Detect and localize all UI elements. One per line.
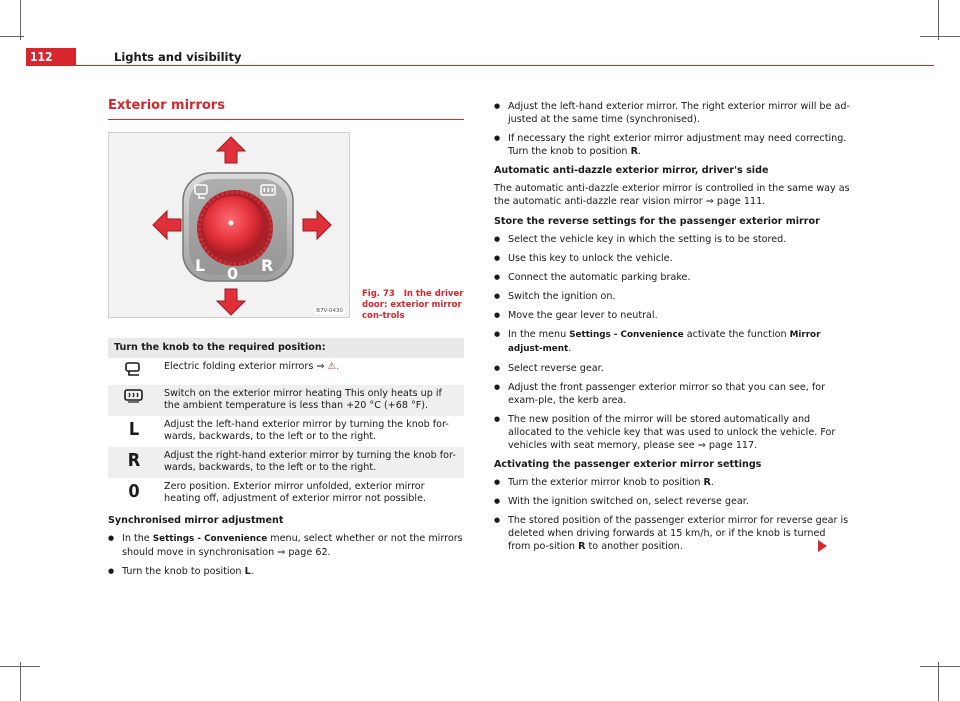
knob-positions-table	[108, 338, 464, 509]
page-number: 112	[26, 48, 76, 66]
mirror-heating-icon	[123, 388, 145, 404]
crop-mark	[0, 666, 40, 667]
position-letter-l: L	[128, 419, 140, 440]
table-icon-cell	[108, 447, 160, 478]
sync-section	[108, 514, 464, 584]
list-item: ● Turn the knob to position L.	[108, 565, 464, 578]
knob-letter-0: 0	[227, 264, 239, 283]
table-icon-cell	[108, 416, 160, 447]
knob-letter-l: L	[195, 256, 206, 275]
table-row	[108, 447, 464, 478]
crop-mark	[20, 662, 21, 701]
table-text-cell	[160, 358, 464, 385]
list-item: ● Switch the ignition on.	[494, 290, 850, 303]
list-item: ● Connect the automatic parking brake.	[494, 271, 850, 284]
page-header	[26, 48, 934, 66]
crop-mark	[920, 666, 960, 667]
list-item: ● Use this key to unlock the vehicle.	[494, 252, 850, 265]
table-header: Turn the knob to the required position:	[108, 338, 464, 358]
figure-caption	[362, 289, 472, 322]
table-icon-cell	[108, 358, 160, 385]
crop-mark	[20, 0, 21, 40]
page-title: Exterior mirrors	[108, 98, 225, 113]
table-text-cell: Adjust the right-hand exterior mirror by turning the knob for-wards, backwards, to the left or to the right.	[160, 447, 464, 478]
activating-heading: Activating the passenger exterior mirror settings	[494, 459, 762, 470]
store-reverse-heading: Store the reverse settings for the passenger exterior mirror	[494, 216, 820, 227]
row-text: Electric folding exterior mirrors ⇒	[164, 361, 328, 372]
table-text-cell: Adjust the left-hand exterior mirror by turning the knob for-wards, backwards, to the left or to the right.	[164, 419, 449, 442]
list-item: ● In the menu Settings - Convenience activate the function Mirror adjust-ment.	[494, 328, 850, 356]
arrow-up-icon	[217, 137, 245, 163]
header-rule	[76, 65, 934, 66]
list-item: ● Select reverse gear.	[494, 362, 850, 375]
list-item: ● Move the gear lever to neutral.	[494, 309, 850, 322]
arrow-down-icon	[217, 289, 245, 315]
crop-mark	[0, 36, 24, 37]
left-column	[108, 96, 464, 577]
position-letter-0: 0	[128, 481, 140, 502]
list-item: ● If necessary the right exterior mirror adjustment may need correcting. Turn the knob to position R.	[494, 132, 850, 158]
mirror-control-illustration	[109, 133, 349, 317]
list-item: ● The new position of the mirror will be stored automatically and allocated to the vehicle key that was used to unlock the vehicle. For vehicles with seat memory, please see ⇒ page 117.	[494, 413, 850, 452]
crop-mark	[920, 36, 960, 37]
list-item: ● With the ignition switched on, select reverse gear.	[494, 495, 850, 508]
table-row	[108, 385, 464, 416]
sync-heading: Synchronised mirror adjustment	[108, 515, 284, 526]
list-item: ● In the Settings - Convenience menu, select whether or not the mirrors should move in synchronisation ⇒ page 62.	[108, 532, 464, 559]
anti-dazzle-text: The automatic anti-dazzle exterior mirror is controlled in the same way as the automatic anti-dazzle rear vision mirror ⇒ page 111.	[494, 183, 850, 207]
crop-mark	[938, 0, 939, 40]
table-row	[108, 416, 464, 447]
figure-code: B7V-0430	[316, 308, 343, 314]
crop-mark	[938, 662, 939, 701]
warning-icon: ⚠.	[327, 361, 340, 372]
arrow-right-icon	[303, 211, 331, 239]
right-text	[494, 100, 850, 559]
table-icon-cell	[108, 478, 160, 509]
table-text-cell: Switch on the exterior mirror heating This only heats up if the ambient temperature is less than +20 °C (+68 °F).	[160, 385, 464, 416]
list-item: ● Adjust the front passenger exterior mirror so that you can see, for exam-ple, the kerb area.	[494, 381, 850, 407]
mirror-controls-figure	[108, 132, 350, 318]
caption-label: Fig. 73	[362, 289, 395, 299]
position-letter-r: R	[127, 450, 141, 471]
table-row	[108, 358, 464, 385]
knob-letter-r: R	[261, 256, 274, 275]
table-icon-cell	[108, 385, 160, 416]
list-item: ● Turn the exterior mirror knob to position R.	[494, 476, 850, 489]
table-text-cell: Zero position. Exterior mirror unfolded, exterior mirror heating off, adjustment of exterior mirror not possible.	[164, 481, 427, 504]
table-row	[108, 478, 464, 509]
title-rule	[108, 119, 464, 120]
continue-arrow-icon	[818, 540, 827, 552]
arrow-left-icon	[153, 211, 181, 239]
section-title: Lights and visibility	[114, 50, 242, 64]
mirror-fold-icon	[123, 361, 145, 377]
list-item: ● The stored position of the passenger exterior mirror for reverse gear is deleted when driving forwards at 15 km/h, or if the knob is turned from po-sition R to another position.	[494, 514, 850, 553]
list-item: ● Select the vehicle key in which the setting is to be stored.	[494, 233, 850, 246]
anti-dazzle-heading: Automatic anti-dazzle exterior mirror, driver's side	[494, 165, 769, 176]
caption-text: In the driver door: exterior mirror con-trols	[362, 289, 464, 321]
list-item: ● Adjust the left-hand exterior mirror. The right exterior mirror will be ad-justed at the same time (synchronised).	[494, 100, 850, 126]
